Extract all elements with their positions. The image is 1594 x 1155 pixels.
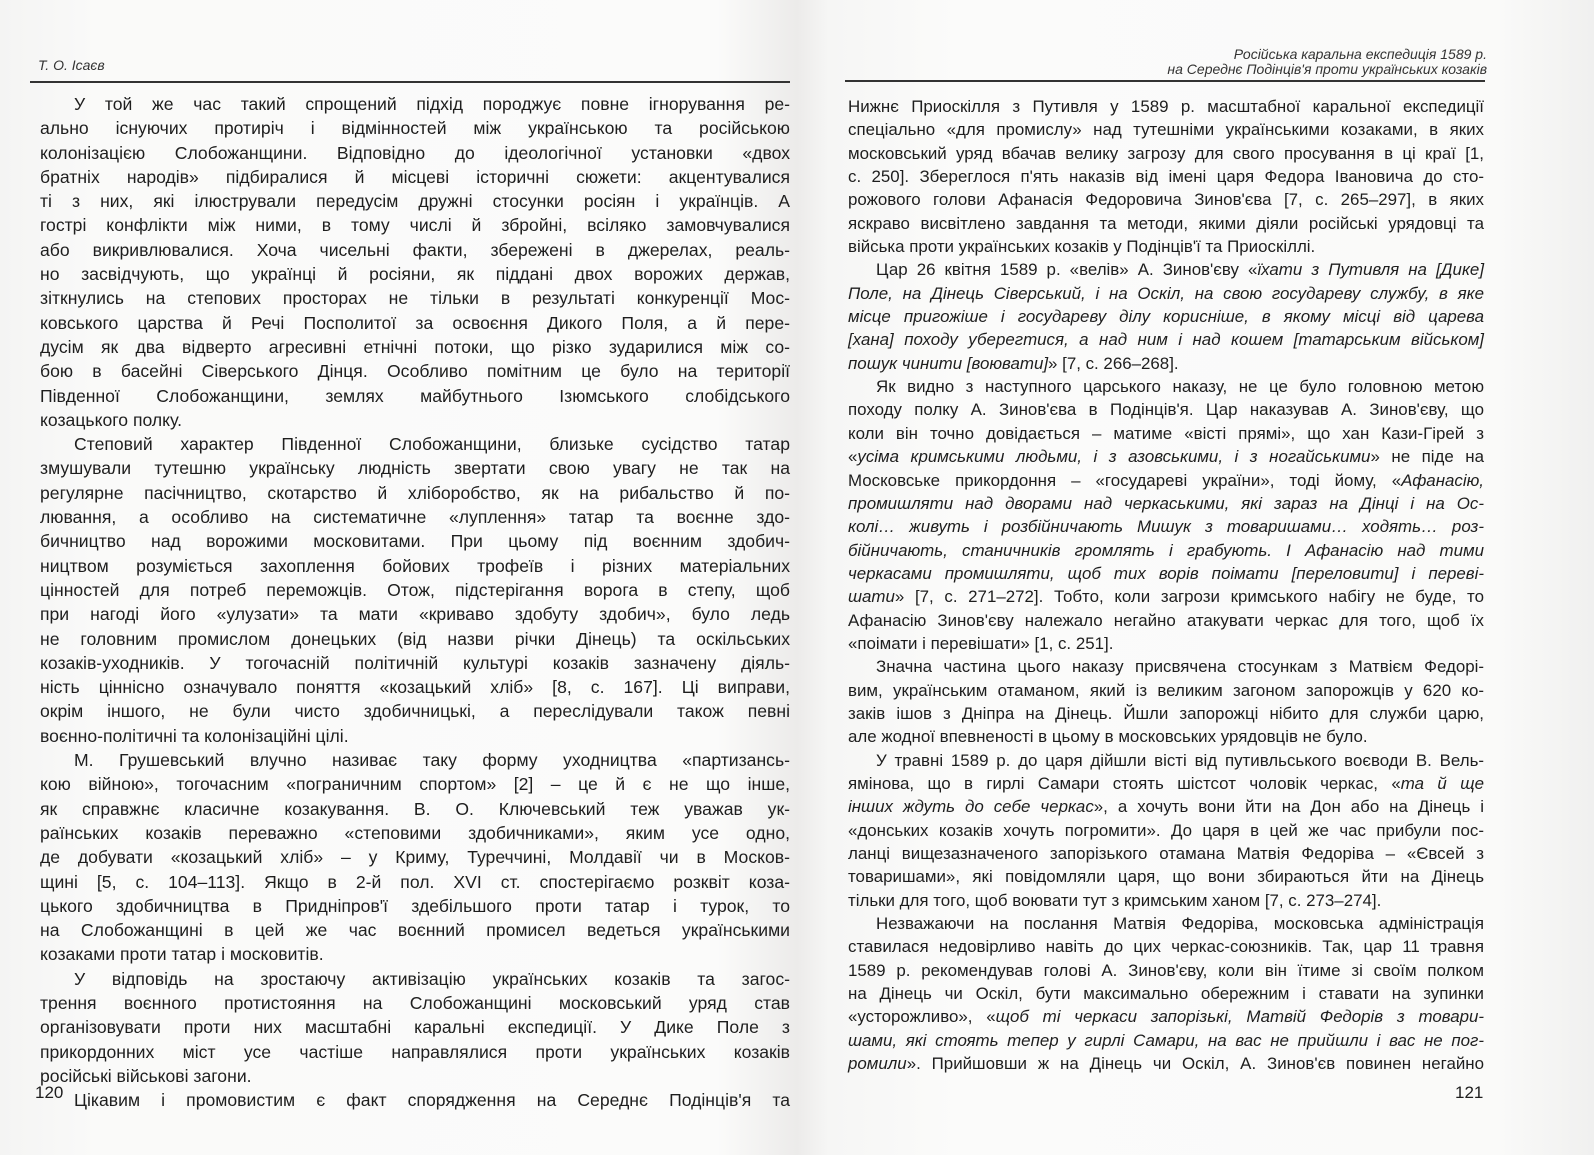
text-line <box>848 445 1484 468</box>
italic-quote: бійничають, станичників громлять і грабують. І Афанасію над тими <box>848 540 1484 560</box>
running-head-line: Російська каральна експедиція 1589 р. <box>1233 46 1487 62</box>
text-run: цького здобичництва в Придніпров'ї здебільшого проти татар і турок, то <box>40 895 790 916</box>
text-run: кою війною», тогочасним «пограничним спортом» [2] – це й є не що інше, <box>40 774 790 795</box>
text-line <box>40 1088 790 1112</box>
text-run: при нагоді його «улузати» та мати «криваво здобуту здобич», було ледь <box>40 604 790 625</box>
text-line <box>40 772 790 796</box>
text-run: воєнно-політичні та колонізаційні цілі. <box>40 725 349 746</box>
text-line <box>40 675 790 699</box>
text-line <box>848 842 1484 865</box>
text-line <box>40 651 790 675</box>
text-run: зіткнулись на степових просторах не тільки в результаті конкуренції Мос- <box>40 288 790 309</box>
text-line <box>40 286 790 310</box>
paragraph <box>40 92 790 432</box>
italic-quote: шати <box>848 587 895 607</box>
text-run: на Слобожанщині в цей же час воєнний промисел ведеться українськими <box>40 920 790 941</box>
text-line <box>40 870 790 894</box>
text-line <box>40 311 790 335</box>
text-run: заків ішов з Дніпра на Дінець. Йшли запорожці нібито для служби царю, <box>848 703 1484 723</box>
paragraph <box>848 95 1484 258</box>
paragraph <box>40 1088 790 1112</box>
text-line <box>40 821 790 845</box>
text-run: рожового голови Афанасія Федоровича Зинов'єва [7, с. 265–297], в яких <box>848 190 1484 210</box>
text-run: коли він точно довідається – матиме «вісті прямі», що хан Кази-Гірей з <box>848 423 1484 443</box>
text-run: цінностей для потреб переможців. Отож, підстерігання ворога в степу, щоб <box>40 579 790 600</box>
text-run: ність ціннісно означувало поняття «козацький хліб» [8, с. 167]. Ці виправи, <box>40 677 790 698</box>
text-run: московський уряд вбачав велику загрозу для свого просування в ці краї [1, <box>848 143 1484 163</box>
italic-quote: Поле, на Дінець Сіверський, і на Оскіл, на свою государеву службу, в яке <box>848 283 1484 303</box>
text-run: » не піде на <box>1370 447 1484 467</box>
text-run: Степовий характер Південної Слобожанщини, близьке сусідство татар <box>74 434 790 455</box>
text-line <box>848 655 1484 678</box>
italic-quote: та й ще <box>1400 773 1484 793</box>
text-run: ставилася недовірливо навіть до цих черкас-союзників. Так, цар 11 травня <box>848 937 1484 957</box>
italic-quote: усіма кримськими людьми, і з азовськими, і з ногайськими <box>857 447 1371 467</box>
text-run: Афанасію Зинов'єву належало негайно атакувати черкас для того, щоб їх <box>848 610 1484 630</box>
italic-quote: пошук чинити [воювати] <box>848 353 1049 373</box>
text-run: Південної Слобожанщини, землях майбутнього Ізюмського слобідського <box>40 385 790 406</box>
text-run: на Дінець чи Оскіл, бути максимально обережним і ставати на зупинки <box>848 984 1484 1004</box>
text-line <box>40 189 790 213</box>
text-line <box>848 585 1484 608</box>
running-head-author: Т. О. Ісаєв <box>38 57 105 73</box>
text-run: ямінова, що в гирлі Самари стоять шістсот чоловік черкас, « <box>848 773 1401 793</box>
text-run: Як видно з наступного царського наказу, не це було головною метою <box>876 377 1484 397</box>
text-line <box>40 602 790 626</box>
text-run: прикордонних міст усе частіше направлялися проти українських козаків <box>40 1041 790 1062</box>
text-line <box>848 422 1484 445</box>
page-number: 121 <box>1455 1083 1484 1102</box>
text-run: трення воєнного протистояння на Слобожанщині московський уряд став <box>40 992 790 1013</box>
text-run: лювання, а особливо на систематичне «луплення» татар та воєнне здо- <box>40 507 790 528</box>
text-line <box>848 679 1484 702</box>
text-line <box>848 375 1484 398</box>
text-run: ковського царства й Речі Посполитої за освоєння Дикого Поля, а й пере- <box>40 312 790 333</box>
text-line <box>40 408 790 432</box>
text-run: змушували тутешню українську людність звертати свою увагу не так на <box>40 458 790 479</box>
text-line <box>40 724 790 748</box>
text-run: Незважаючи на послання Матвія Федоріва, московська адміністрація <box>876 914 1484 934</box>
text-run: бою в басейні Сіверського Дінця. Особливо помітним це було на території <box>40 361 790 382</box>
text-run: козаками проти татар і московитів. <box>40 944 324 965</box>
text-line <box>40 116 790 140</box>
text-line <box>40 578 790 602</box>
text-run: козаків-уходників. У тогочасній політичній культурі козаків зазначену діяль- <box>40 652 790 673</box>
text-run: де добувати «козацький хліб» – у Криму, Туреччині, Молдавії чи в Москов- <box>40 847 790 868</box>
text-line <box>40 238 790 262</box>
text-line <box>848 1052 1484 1075</box>
running-head-title <box>1167 47 1487 77</box>
text-line <box>40 141 790 165</box>
italic-quote: колі… живуть і розбійничають Мишук з товаришами… ходять… роз- <box>848 517 1484 537</box>
text-line <box>40 529 790 553</box>
text-run: козацького полку. <box>40 409 182 430</box>
text-run: організовувати проти них масштабні каральні експедиції. У Дике Поле з <box>40 1017 790 1038</box>
text-run: регулярне пасічництво, скотарство й хліборобство, як на рибальство й по- <box>40 482 790 503</box>
text-run: Московське прикордоння – «государеві україни», тоді йому, « <box>848 470 1402 490</box>
text-line <box>848 935 1484 958</box>
text-line <box>848 609 1484 632</box>
text-run: дусім як два відверто агресивні етнічні потоки, що різко зударилися між со- <box>40 336 790 357</box>
text-line <box>848 515 1484 538</box>
text-line <box>848 1005 1484 1028</box>
paragraph <box>848 655 1484 748</box>
text-line <box>848 982 1484 1005</box>
header-rule <box>845 80 1485 82</box>
text-line <box>848 889 1484 912</box>
text-run: ально існуючих протиріч і відмінностей між українською та російською <box>40 118 790 139</box>
text-line <box>40 359 790 383</box>
text-run: 1589 р. рекомендував голові А. Зинов'єву, коли він їтиме зі своїм полком <box>848 960 1484 980</box>
text-run: братніх народів» підбиралися й місцеві історичні сюжети: акцентувалися <box>40 166 790 187</box>
text-run: не головним промислом донецьких (від назви річки Дінець) та оскільських <box>40 628 790 649</box>
text-line <box>848 235 1484 258</box>
text-line <box>848 142 1484 165</box>
text-run: як справжнє класичне козакування. В. О. Ключевський теж уважав ук- <box>40 798 790 819</box>
text-run: Цар 26 квітня 1589 р. «велів» А. Зинов'єву « <box>876 260 1258 280</box>
text-line <box>848 912 1484 935</box>
text-line <box>848 562 1484 585</box>
text-line <box>40 942 790 966</box>
text-run: або викривлювалися. Хоча чисельні факти, збережені в джерелах, реаль- <box>40 239 790 260</box>
text-line <box>40 481 790 505</box>
text-line <box>40 1064 790 1088</box>
paragraph <box>848 375 1484 655</box>
italic-quote: щоб ті черкаси запорізькі, Матвій Федорів з товари- <box>995 1007 1484 1027</box>
text-line <box>40 845 790 869</box>
text-line <box>40 797 790 821</box>
text-line <box>848 398 1484 421</box>
text-run: бичництво над ворожими московитами. При цьому під воєнним здобич- <box>40 531 790 552</box>
text-line <box>848 212 1484 235</box>
text-line <box>40 384 790 408</box>
text-run: спеціально «для промислу» над тутешніми українськими козаками, в яких <box>848 120 1484 140</box>
text-line <box>848 632 1484 655</box>
text-line <box>40 1015 790 1039</box>
text-line <box>40 894 790 918</box>
italic-quote: шами, які стоять тепер у гирлі Самари, на вас не прийшли і вас не пог- <box>848 1030 1484 1050</box>
text-run: но засвідчують, що українці й росіяни, як піддані двох ворожих держав, <box>40 264 790 285</box>
text-run: » [7, с. 266–268]. <box>1048 353 1179 373</box>
text-line <box>40 918 790 942</box>
text-run: походу полку А. Зинов'єва в Подінців'я. Цар наказував А. Зинов'єву, що <box>848 400 1484 420</box>
text-line <box>40 627 790 651</box>
paragraph <box>848 912 1484 1075</box>
text-run: окрім іншого, не були чисто здобичницькі, а переслідували також певні <box>40 701 790 722</box>
paragraph <box>848 749 1484 912</box>
text-line <box>848 165 1484 188</box>
text-line <box>848 188 1484 211</box>
running-head-line: на Середнє Подінців'я проти українських козаків <box>1167 61 1487 77</box>
text-run: вим, українським отаманом, який із великим загоном запорожців у 620 ко- <box>848 680 1484 700</box>
paragraph <box>848 258 1484 375</box>
italic-quote: Афанасію, <box>1401 470 1484 490</box>
text-run: ланці вищезазначеного запорізького отамана Матвія Федоріва – «Євсей з <box>848 844 1484 863</box>
text-line <box>848 795 1484 818</box>
body-text <box>848 95 1484 1075</box>
text-run: ництвом розуміється захоплення бойових трофеїв і різних матеріальних <box>40 555 790 576</box>
text-run: тільки для того, щоб воювати тут з кримським ханом [7, с. 273–274]. <box>848 890 1382 910</box>
text-line <box>848 95 1484 118</box>
text-line <box>40 967 790 991</box>
text-line <box>848 352 1484 375</box>
paragraph <box>40 967 790 1088</box>
paragraph <box>40 432 790 748</box>
text-run: У той же час такий спрощений підхід породжує повне ігнорування ре- <box>74 94 790 114</box>
text-run: У відповідь на зростаючу активізацію українських козаків та загос- <box>74 968 790 989</box>
right-page <box>800 0 1594 1155</box>
text-line <box>848 749 1484 772</box>
text-line <box>40 213 790 237</box>
body-text <box>40 92 790 1112</box>
text-run: російські військові загони. <box>40 1065 252 1086</box>
text-run: але жодної впевненості в цьому в московських урядовців не було. <box>848 727 1368 747</box>
text-line <box>848 772 1484 795</box>
text-line <box>40 748 790 772</box>
text-run: раїнських козаків переважно «степовими здобичниками», яким усе одно, <box>40 822 790 843</box>
text-run: с. 250]. Збереглося п'ять наказів від імені царя Федора Івановича до сто- <box>848 167 1484 187</box>
italic-quote: ромили <box>848 1054 907 1074</box>
text-run: М. Грушевський влучно називає таку форму уходництва «партизансь- <box>74 750 790 771</box>
text-line <box>40 262 790 286</box>
text-line <box>848 539 1484 562</box>
text-line <box>40 432 790 456</box>
page-number: 120 <box>35 1083 64 1102</box>
text-run: товаришами», які повідомляли царя, що вони збираються йти на Дінець <box>848 867 1484 887</box>
italic-quote: інших ждуть до себе черкас <box>848 797 1094 817</box>
text-line <box>848 328 1484 351</box>
text-line <box>40 991 790 1015</box>
text-line <box>40 92 790 116</box>
italic-quote: черкасами промишляти, щоб тих ворів поімати [переловити] і переві- <box>848 563 1484 583</box>
text-run: » [7, с. 271–272]. Тобто, коли загрози кримського набігу не буде, то <box>894 587 1484 607</box>
text-run: Значна частина цього наказу присвячена стосункам з Матвієм Федорі- <box>876 657 1484 677</box>
paragraph <box>40 748 790 967</box>
text-line <box>848 469 1484 492</box>
text-run: щині [5, с. 104–113]. Якщо в 2-й пол. XVI ст. спостерігаємо розквіт коза- <box>40 871 790 892</box>
text-line <box>848 959 1484 982</box>
italic-quote: їхати з Путивля на [Дике] <box>1257 260 1485 280</box>
text-line <box>848 1029 1484 1052</box>
text-line <box>40 505 790 529</box>
text-line <box>848 492 1484 515</box>
text-run: « <box>848 447 858 467</box>
text-run: «усторожливо», « <box>848 1007 996 1027</box>
text-line <box>848 118 1484 141</box>
text-run: війська проти українських козаків у Подінців'ї та Приоскіллі. <box>848 237 1316 257</box>
text-run: Цікавим і промовистим є факт спорядження на Середнє Подінців'я та <box>74 1090 790 1111</box>
text-line <box>40 335 790 359</box>
text-line <box>848 282 1484 305</box>
text-line <box>848 865 1484 888</box>
text-run: Нижнє Приоскілля з Путивля у 1589 р. масштабної каральної експедиції <box>848 97 1484 116</box>
italic-quote: промишляти над дворами над черкаськими, які зараз на Дінці і на Ос- <box>848 493 1484 513</box>
text-line <box>848 819 1484 842</box>
italic-quote: [хана] походу уберегтися, а над ним і над кошем [татарським військом] <box>848 330 1484 350</box>
text-run: ». Прийшовши ж на Дінець чи Оскіл, А. Зинов'єв повинен негайно <box>906 1054 1484 1074</box>
text-line <box>848 725 1484 748</box>
text-line <box>40 165 790 189</box>
text-line <box>40 1040 790 1064</box>
text-run: гострі конфлікти між ними, в тому числі й збройні, всіляко замовчувалися <box>40 215 790 236</box>
text-line <box>40 554 790 578</box>
text-run: яскраво висвітлено завдання та методи, якими діяли російські урядовці та <box>848 213 1484 233</box>
text-run: «донських козаків хочуть погромити». До царя в цей же час прибули пос- <box>848 820 1484 840</box>
text-line <box>40 456 790 480</box>
text-run: У травні 1589 р. до царя дійшли вісті від путивльського воєводи В. Вель- <box>876 750 1484 770</box>
text-line <box>848 305 1484 328</box>
text-run: ті з них, які ілюстрували передусім дружні стосунки росіян і українців. А <box>40 191 790 212</box>
text-line <box>848 258 1484 281</box>
text-run: », а хочуть вони йти на Дон або на Дінець і <box>1093 797 1484 817</box>
header-rule <box>30 81 790 83</box>
text-run: колонізацією Слобожанщини. Відповідно до ідеологічної установки «двох <box>40 142 790 163</box>
text-line <box>848 702 1484 725</box>
italic-quote: місце пригожіше і государеву ділу корисніше, в якому місці від царева <box>848 307 1484 327</box>
text-line <box>40 699 790 723</box>
text-run: «поімати і перевішати» [1, с. 251]. <box>848 633 1114 653</box>
